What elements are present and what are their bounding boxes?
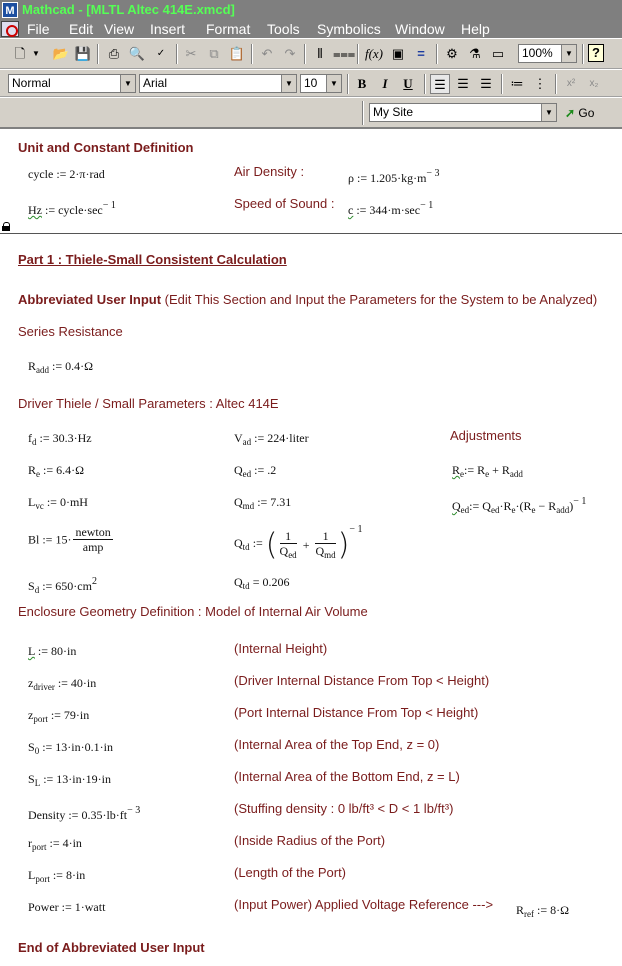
bl-definition[interactable]: Bl := 15· $\frac{\text{newton}}{\text{amp}}$	[28, 525, 111, 554]
radd-definition[interactable]: $R_{add}$ := 0.4·Ω	[28, 359, 94, 375]
align-icon[interactable]: ⫴	[317, 46, 323, 61]
speed-of-sound-label: Speed of Sound :	[234, 196, 335, 211]
re-definition[interactable]: $R_e$ := 6.4·Ω	[28, 463, 85, 479]
insert-function-icon[interactable]: f(x)	[364, 46, 384, 61]
paste-icon[interactable]: 📋	[228, 46, 246, 61]
chevron-down-icon: ▼	[120, 75, 135, 92]
air-density-label: Air Density :	[234, 164, 305, 179]
go-icon: ➚	[565, 106, 576, 120]
enclosure-definition[interactable]: $z_{port}$ := 79·in	[28, 708, 90, 724]
rho-definition[interactable]: ρ := $1.205\cdot kg\cdot m^{- 3}$	[348, 168, 440, 185]
enclosure-definition[interactable]: Density := $0.35\cdot lb\cdot ft^{- 3}$	[28, 805, 141, 822]
c-definition[interactable]: c := $344\cdot m\cdot\sec^{- 1}$	[348, 200, 434, 217]
menu-file[interactable]: File	[27, 21, 50, 37]
menu-symbolics[interactable]: Symbolics	[317, 21, 381, 37]
separator	[97, 44, 99, 64]
chevron-down-icon: ▼	[326, 75, 341, 92]
size-value: 10	[304, 76, 318, 90]
menu-view[interactable]: View	[104, 21, 135, 37]
underline-button[interactable]: U	[403, 76, 413, 91]
qtd-result[interactable]: $Q_{td} = 0.206$	[234, 575, 290, 591]
qed-definition[interactable]: $Q_{ed}$ := .2	[234, 463, 277, 479]
qed-adjustment[interactable]: $Q_{ed}:= Q_{ed}\cdot R_e\cdot(R_e - R_{add})^{- 1}$	[452, 496, 587, 515]
abbrev-input-title: Abbreviated User Input (Edit This Section and Input the Parameters for the System to be Analyzed)	[18, 292, 598, 307]
web-toolbar	[0, 97, 622, 128]
menu-format[interactable]: Format	[206, 21, 251, 37]
cycle-definition[interactable]: cycle := 2·π·rad	[28, 167, 105, 181]
menu-window[interactable]: Window	[395, 21, 445, 37]
standard-toolbar	[0, 38, 622, 69]
resource-icon[interactable]: ⚙	[446, 46, 458, 61]
enclosure-note: (Internal Area of the Top End, z = 0)	[234, 737, 440, 752]
bullets-icon[interactable]: ≔	[510, 76, 524, 91]
separator	[362, 101, 364, 125]
separator	[424, 74, 426, 94]
qtd-formula[interactable]: $Q_{td}$ := ( $\frac{1}{Q_{ed}}$ + $\frac{1}{Q_{md}}$ )$^{- 1}$	[234, 524, 363, 563]
enclosure-definition[interactable]: Power := 1·watt	[28, 900, 106, 914]
component-icon[interactable]: ⚗	[469, 46, 481, 61]
adjustments-label: Adjustments	[450, 428, 522, 443]
menu-tools[interactable]: Tools	[267, 21, 300, 37]
separator	[347, 74, 349, 94]
superscript-button[interactable]: x²	[566, 78, 576, 89]
undo-icon[interactable]: ↶	[261, 46, 273, 61]
align-right-icon[interactable]: ☰	[480, 76, 492, 91]
insert-unit-icon[interactable]: ▣	[391, 46, 405, 61]
save-icon[interactable]: 💾	[74, 46, 92, 61]
subscript-button[interactable]: x₂	[589, 78, 599, 89]
title-bar	[0, 0, 622, 20]
sd-definition[interactable]: $S_d$ := $650\cdot cm^2$	[28, 576, 97, 595]
enclosure-definition[interactable]: L := 80·in	[28, 644, 77, 658]
copy-icon[interactable]: ⧉	[209, 46, 219, 61]
chevron-down-icon: ▼	[561, 45, 576, 62]
help-button[interactable]: ?	[588, 44, 604, 62]
vad-definition[interactable]: $V_{ad}$ := 224·liter	[234, 431, 309, 447]
section-title-units: Unit and Constant Definition	[18, 140, 194, 155]
lvc-definition[interactable]: $L_{vc}$ := 0·mH	[28, 495, 88, 511]
new-icon[interactable]: 🗋	[14, 46, 26, 61]
distribute-icon[interactable]: ⩶	[333, 46, 356, 61]
redo-icon[interactable]: ↷	[284, 46, 296, 61]
chevron-down-icon: ▼	[281, 75, 296, 92]
separator	[304, 44, 306, 64]
separator	[176, 44, 178, 64]
print-icon[interactable]: ⎙	[108, 46, 120, 61]
enclosure-definition[interactable]: $r_{port}$ := 4·in	[28, 836, 82, 852]
chevron-down-icon[interactable]: ▼	[32, 49, 40, 58]
enclosure-note: (Port Internal Distance From Top < Height)	[234, 705, 479, 720]
hz-definition[interactable]: Hz := $cycle\cdot\sec^{- 1}$	[28, 200, 116, 217]
menu-help[interactable]: Help	[461, 21, 490, 37]
separator	[582, 44, 584, 64]
enclosure-note: (Internal Area of the Bottom End, z = L)	[234, 769, 460, 784]
align-center-icon[interactable]: ☰	[457, 76, 469, 91]
size-select[interactable]	[300, 74, 342, 93]
font-select[interactable]	[139, 74, 297, 93]
separator	[357, 44, 359, 64]
print-preview-icon[interactable]: 🔍	[128, 46, 146, 61]
enclosure-label: Enclosure Geometry Definition : Model of Internal Air Volume	[18, 604, 368, 619]
cut-icon[interactable]: ✂	[185, 46, 197, 61]
url-select[interactable]	[369, 103, 557, 122]
separator	[555, 74, 557, 94]
numbering-icon[interactable]: ⋮	[533, 76, 547, 91]
go-label: Go	[578, 106, 595, 120]
driver-params-label: Driver Thiele / Small Parameters : Altec 414E	[18, 396, 279, 411]
spell-check-icon[interactable]: ✓	[156, 48, 166, 59]
window-title: Mathcad - [MLTL Altec 414E.xmcd]	[22, 2, 235, 17]
formatting-toolbar	[0, 69, 622, 97]
fd-definition[interactable]: $f_d$ := 30.3·Hz	[28, 431, 92, 447]
style-value: Normal	[12, 76, 51, 90]
zoom-value: 100%	[522, 46, 553, 60]
zoom-select[interactable]	[518, 44, 577, 63]
menu-bar	[0, 20, 622, 38]
url-value: My Site	[373, 105, 414, 119]
enclosure-note: (Stuffing density : 0 lb/ft³ < D < 1 lb/ft³)	[234, 801, 454, 816]
enclosure-definition[interactable]: $S_0$ := 13·in·0.1·in	[28, 740, 113, 756]
document-icon[interactable]	[1, 21, 19, 37]
style-select[interactable]	[8, 74, 136, 93]
part1-title: Part 1 : Thiele-Small Consistent Calculation	[18, 252, 287, 267]
font-value: Arial	[143, 76, 168, 90]
enclosure-note: (Length of the Port)	[234, 865, 347, 880]
region-divider	[0, 233, 622, 234]
worksheet[interactable]	[0, 128, 622, 966]
menu-insert[interactable]: Insert	[150, 21, 186, 37]
series-resistance-label: Series Resistance	[18, 324, 123, 339]
italic-button[interactable]: I	[382, 76, 388, 91]
enclosure-note: (Input Power) Applied Voltage Reference --->	[234, 897, 494, 912]
menu-edit[interactable]: Edit	[69, 21, 94, 37]
chevron-down-icon: ▼	[541, 104, 556, 121]
align-left-icon[interactable]: ☰	[430, 74, 450, 94]
rref-definition[interactable]: $R_{ref}$ := 8·Ω	[516, 903, 570, 919]
enclosure-definition[interactable]: $L_{port}$ := 8·in	[28, 868, 86, 884]
region-icon[interactable]: ▭	[491, 46, 505, 61]
enclosure-definition[interactable]: $S_L$ := 13·in·19·in	[28, 772, 111, 788]
enclosure-note: (Inside Radius of the Port)	[234, 833, 386, 848]
bold-button[interactable]: B	[357, 76, 367, 91]
separator	[501, 74, 503, 94]
enclosure-note: (Driver Internal Distance From Top < Height)	[234, 673, 490, 688]
end-input-title: End of Abbreviated User Input	[18, 940, 205, 955]
separator	[436, 44, 438, 64]
calculate-icon[interactable]: =	[417, 46, 425, 61]
re-adjustment[interactable]: $R_e:= R_e + R_{add}$	[452, 463, 523, 479]
lock-icon[interactable]	[2, 222, 11, 232]
open-icon[interactable]: 📂	[52, 46, 70, 61]
go-button[interactable]	[565, 103, 594, 123]
enclosure-definition[interactable]: $z_{driver}$ := 40·in	[28, 676, 97, 692]
separator	[251, 44, 253, 64]
enclosure-note: (Internal Height)	[234, 641, 328, 656]
app-icon: M	[2, 2, 18, 18]
qmd-definition[interactable]: $Q_{md}$ := 7.31	[234, 495, 292, 511]
